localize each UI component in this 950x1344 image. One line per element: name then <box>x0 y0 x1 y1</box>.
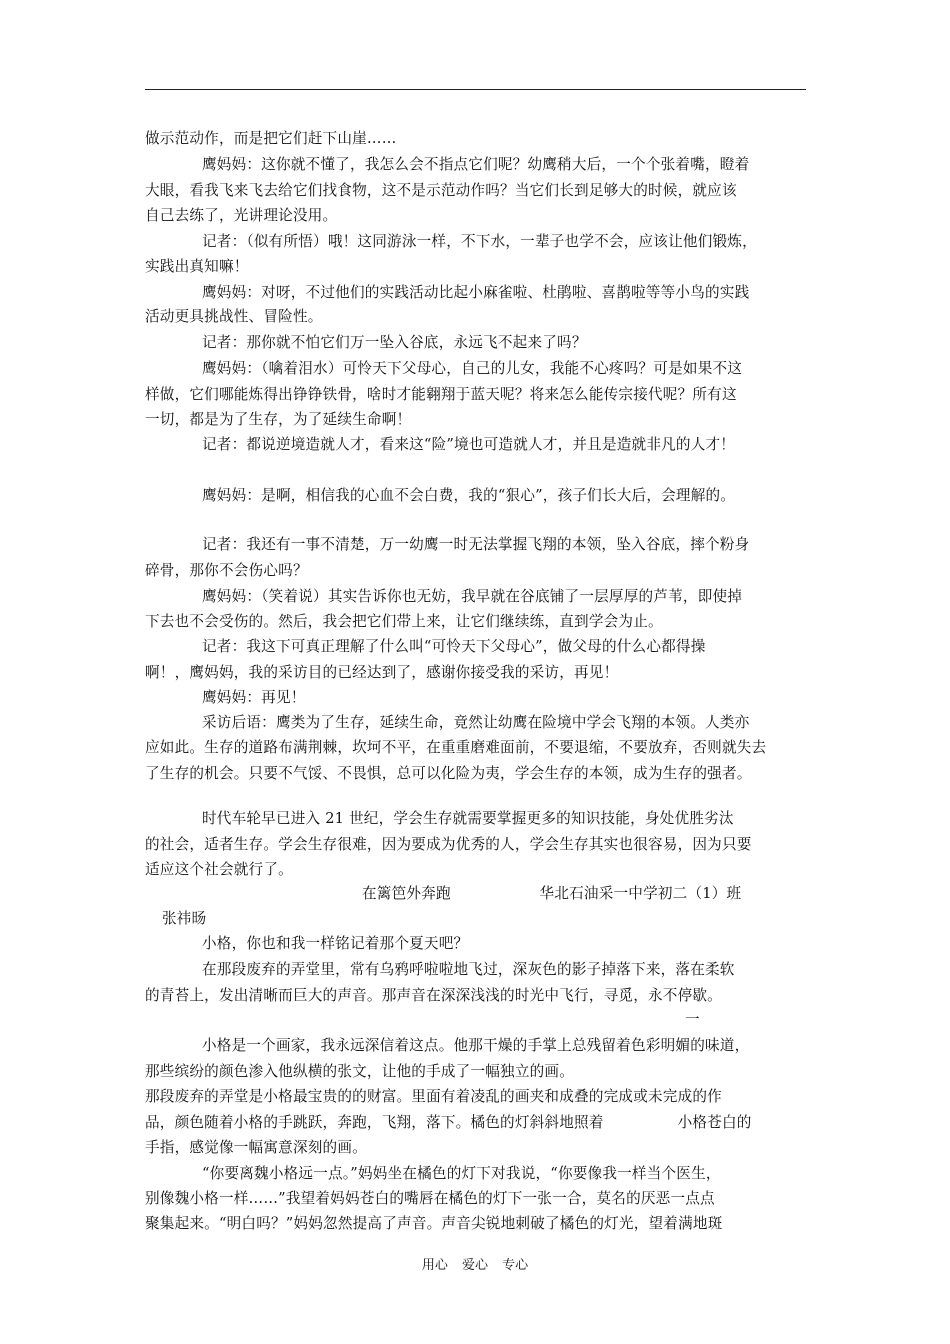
text-line: 在那段废弃的弄堂里，常有乌鸦呼啦啦地飞过，深灰色的影子掉落下来，落在柔软 <box>202 961 735 978</box>
text-line: 应如此。生存的道路布满荆棘，坎坷不平，在重重磨难面前，不要退缩，不要放弃，否则就失去 <box>145 739 767 756</box>
text-line: 一切，都是为了生存，为了延续生命啊！ <box>145 411 412 428</box>
text-line: 的社会，适者生存。学会生存很难，因为要成为优秀的人，学会生存其实也很容易，因为只要 <box>145 836 752 853</box>
text-line: 在篱笆外奔跑 华北石油采一中学初二（1）班 <box>362 885 742 902</box>
header-rule <box>145 89 806 90</box>
text-line: 鹰妈妈：这你就不懂了，我怎么会不指点它们呢？幼鹰稍大后，一个个张着嘴，瞪着 <box>202 156 750 173</box>
text-line: 鹰妈妈：再见！ <box>202 689 306 706</box>
text-line: 那些缤纷的颜色渗入他纵横的张文，让他的手成了一幅独立的画。 <box>145 1063 575 1080</box>
text-line: 啊！，鹰妈妈，我的采访目的已经达到了，感谢你接受我的采访，再见！ <box>145 664 619 681</box>
text-line: 了生存的机会。只要不气馁、不畏惧，总可以化险为夷，学会生存的本领，成为生存的强者。 <box>145 765 752 782</box>
text-line: “你要离魏小格远一点。”妈妈坐在橘色的灯下对我说，“你要像我一样当个医生， <box>202 1165 721 1182</box>
text-line: 那段废弃的弄堂是小格最宝贵的的财富。里面有着凌乱的画夹和成叠的完成或未完成的作 <box>145 1088 722 1105</box>
text-line: 记者：我这下可真正理解了什么叫“可怜天下父母心”，做父母的什么心都得操 <box>202 638 706 655</box>
text-line: 的青苔上，发出清晰而巨大的声音。那声音在深深浅浅的时光中飞行，寻觅，永不停歇。 <box>145 987 722 1004</box>
text-line: 碎骨，那你不会伤心吗？ <box>145 562 308 579</box>
text-line: 采访后语：鹰类为了生存，延续生命，竟然让幼鹰在险境中学会飞翔的本领。人类亦 <box>202 714 750 731</box>
text-line: 一 <box>685 1011 700 1028</box>
text-line: 适应这个社会就行了。 <box>145 861 293 878</box>
text-line: 记者：我还有一事不清楚，万一幼鹰一时无法掌握飞翔的本领，坠入谷底，摔个粉身 <box>202 536 750 553</box>
text-line: 活动更具挑战性、冒险性。 <box>145 308 323 325</box>
text-line: 聚集起来。“明白吗？”妈妈忽然提高了声音。声音尖锐地刺破了橘色的灯光，望着满地斑 <box>145 1215 723 1232</box>
text-line: 鹰妈妈：是啊，相信我的心血不会白费，我的“狠心”，孩子们长大后，会理解的。 <box>202 487 736 504</box>
text-line: 小格，你也和我一样铭记着那个夏天吧？ <box>202 935 469 952</box>
text-line: 鹰妈妈：（噙着泪水）可怜天下父母心，自己的儿女，我能不心疼吗？可是如果不这 <box>202 360 743 377</box>
text-line: 记者：（似有所悟）哦！这同游泳一样，不下水，一辈子也学不会，应该让他们锻炼， <box>202 233 757 250</box>
text-line: 张祎旸 <box>162 910 207 927</box>
text-line: 手指，感觉像一幅寓意深刻的画。 <box>145 1139 367 1156</box>
page-footer: 用心 爱心 专心 <box>421 1258 529 1273</box>
text-line: 小格是一个画家，我永远深信着这点。他那干燥的手掌上总残留着色彩明媚的味道， <box>202 1037 750 1054</box>
text-line: 下去也不会受伤的。然后，我会把它们带上来，让它们继续练，直到学会为止。 <box>145 613 663 630</box>
text-line: 时代车轮早已进入 21 世纪，学会生存就需要掌握更多的知识技能，身处优胜劣汰 <box>202 810 734 827</box>
text-line: 实践出真知嘛！ <box>145 258 249 275</box>
text-line: 品，颜色随着小格的手跳跃，奔跑，飞翔，落下。橘色的灯斜斜地照着 小格苍白的 <box>145 1114 752 1131</box>
text-line: 样做，它们哪能炼得出铮铮铁骨，啥时才能翱翔于蓝天呢？将来怎么能传宗接代呢？所有这 <box>145 386 737 403</box>
text-line: 记者：那你就不怕它们万一坠入谷底，永远飞不起来了吗？ <box>202 334 587 351</box>
text-line: 大眼，看我飞来飞去给它们找食物，这不是示范动作吗？当它们长到足够大的时候，就应该 <box>145 182 737 199</box>
text-line: 鹰妈妈：（笑着说）其实告诉你也无妨，我早就在谷底铺了一层厚厚的芦苇，即使掉 <box>202 588 743 605</box>
text-line: 别像魏小格一样……”我望着妈妈苍白的嘴唇在橘色的灯下一张一合，莫名的厌恶一点点 <box>145 1190 715 1207</box>
text-line: 自己去练了，光讲理论没用。 <box>145 207 338 224</box>
text-line: 做示范动作，而是把它们赶下山崖…… <box>145 130 397 147</box>
text-line: 鹰妈妈：对呀，不过他们的实践活动比起小麻雀啦、杜鹃啦、喜鹊啦等等小鸟的实践 <box>202 284 750 301</box>
text-line: 记者：都说逆境造就人才，看来这“险”境也可造就人才，并且是造就非凡的人才！ <box>202 436 736 453</box>
